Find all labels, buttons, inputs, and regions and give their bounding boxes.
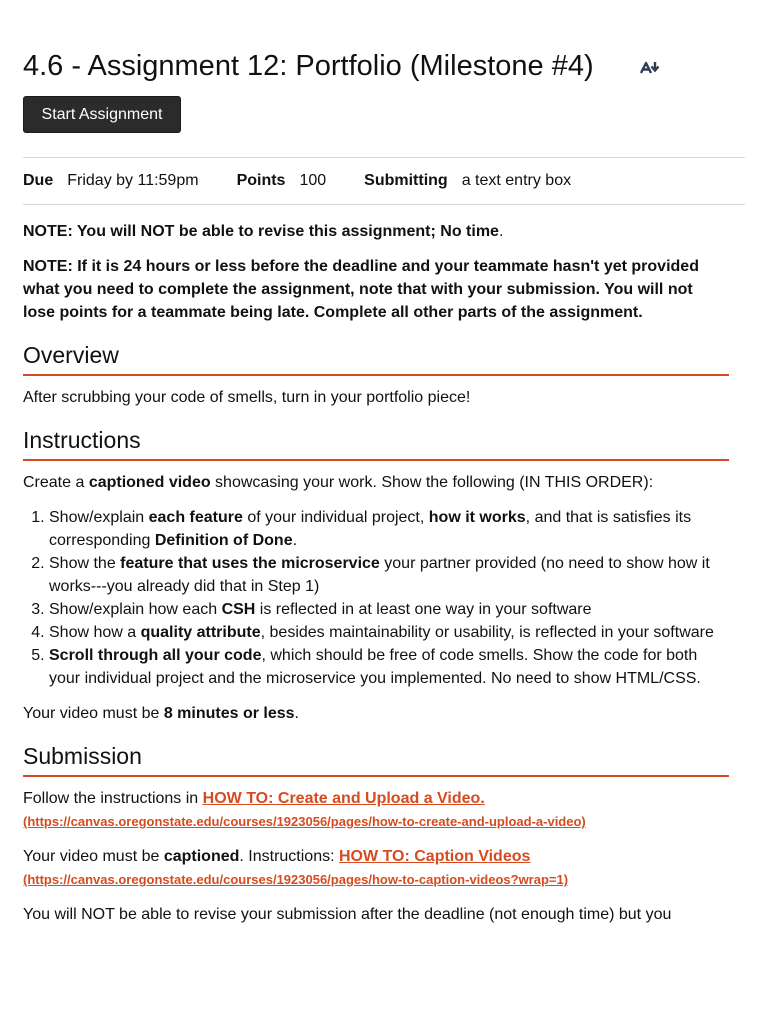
overview-text: After scrubbing your code of smells, turn in your portfolio piece! bbox=[23, 389, 471, 406]
points-value: 100 bbox=[299, 172, 327, 189]
revise-warning: You will NOT be able to revise your submission after the deadline (not enough time) but you bbox=[23, 906, 672, 923]
instructions-heading: Instructions bbox=[23, 425, 729, 461]
note-no-revise-bold: NOTE: You will NOT be able to revise this assignment; No time bbox=[23, 223, 499, 240]
list-item: 5. Scroll through all your code, which should be free of code smells. Show the code for both your individual project and the microservice you implemented. No need to show HTML/CSS. bbox=[49, 644, 729, 690]
list-item: 2. Show the feature that uses the microservice your partner provided (no need to show how it works---you already did that in Step 1) bbox=[49, 552, 729, 598]
follow-instructions bbox=[23, 787, 729, 833]
points-label: Points bbox=[236, 172, 286, 189]
caption-text-end: . Instructions: bbox=[239, 848, 339, 865]
due-value: Friday by 11:59pm bbox=[67, 172, 199, 189]
instructions-intro bbox=[23, 471, 729, 494]
length-text: Your video must be bbox=[23, 705, 164, 722]
length-bold: 8 minutes or less bbox=[163, 705, 295, 722]
caption-instructions bbox=[23, 845, 729, 891]
due-label: Due bbox=[23, 172, 54, 189]
list-item: 1. Show/explain each feature of your individual project, how it works, and that is satisfies its corresponding Definition of Done. bbox=[49, 506, 729, 552]
caption-videos-link[interactable]: HOW TO: Caption Videos bbox=[338, 848, 531, 865]
list-item: 4. Show how a quality attribute, besides maintainability or usability, is reflected in your software bbox=[49, 621, 729, 644]
note-no-revise bbox=[23, 220, 729, 243]
assignment-details bbox=[23, 157, 745, 205]
caption-text: Your video must be bbox=[23, 848, 164, 865]
start-assignment-button[interactable]: Start Assignment bbox=[23, 96, 181, 133]
create-upload-video-url[interactable]: (https://canvas.oregonstate.edu/courses/1923056/pages/how-to-create-and-upload-a-video) bbox=[23, 814, 586, 829]
page-title: 4.6 - Assignment 12: Portfolio (Milestone #4) bbox=[23, 50, 594, 82]
intro-text: Create a bbox=[23, 474, 89, 491]
create-upload-video-link[interactable]: HOW TO: Create and Upload a Video. bbox=[202, 790, 485, 807]
text-size-download-icon[interactable] bbox=[639, 58, 665, 78]
list-item: 3. Show/explain how each CSH is reflected in at least one way in your software bbox=[49, 598, 729, 621]
caption-videos-url[interactable]: (https://canvas.oregonstate.edu/courses/1923056/pages/how-to-caption-videos?wrap=1) bbox=[23, 872, 569, 887]
video-length bbox=[23, 702, 729, 725]
overview-heading: Overview bbox=[23, 340, 729, 376]
caption-bold: captioned bbox=[163, 848, 240, 865]
intro-text-end: showcasing your work. Show the following (IN THIS ORDER): bbox=[210, 474, 654, 491]
instructions-list bbox=[23, 506, 729, 690]
length-end: . bbox=[294, 705, 299, 722]
note-teammate: NOTE: If it is 24 hours or less before the deadline and your teammate hasn't yet provided what you need to complete the assignment, note that with your submission. You will not lose points for a teammate being late. Complete all other parts of the assignment. bbox=[23, 258, 699, 321]
submitting-label: Submitting bbox=[364, 172, 448, 189]
note-no-revise-end: . bbox=[498, 223, 504, 240]
submission-heading: Submission bbox=[23, 741, 729, 777]
submitting-value: a text entry box bbox=[461, 172, 572, 189]
follow-text: Follow the instructions in bbox=[23, 790, 203, 807]
intro-bold: captioned video bbox=[88, 474, 211, 491]
assignment-description bbox=[23, 220, 729, 938]
